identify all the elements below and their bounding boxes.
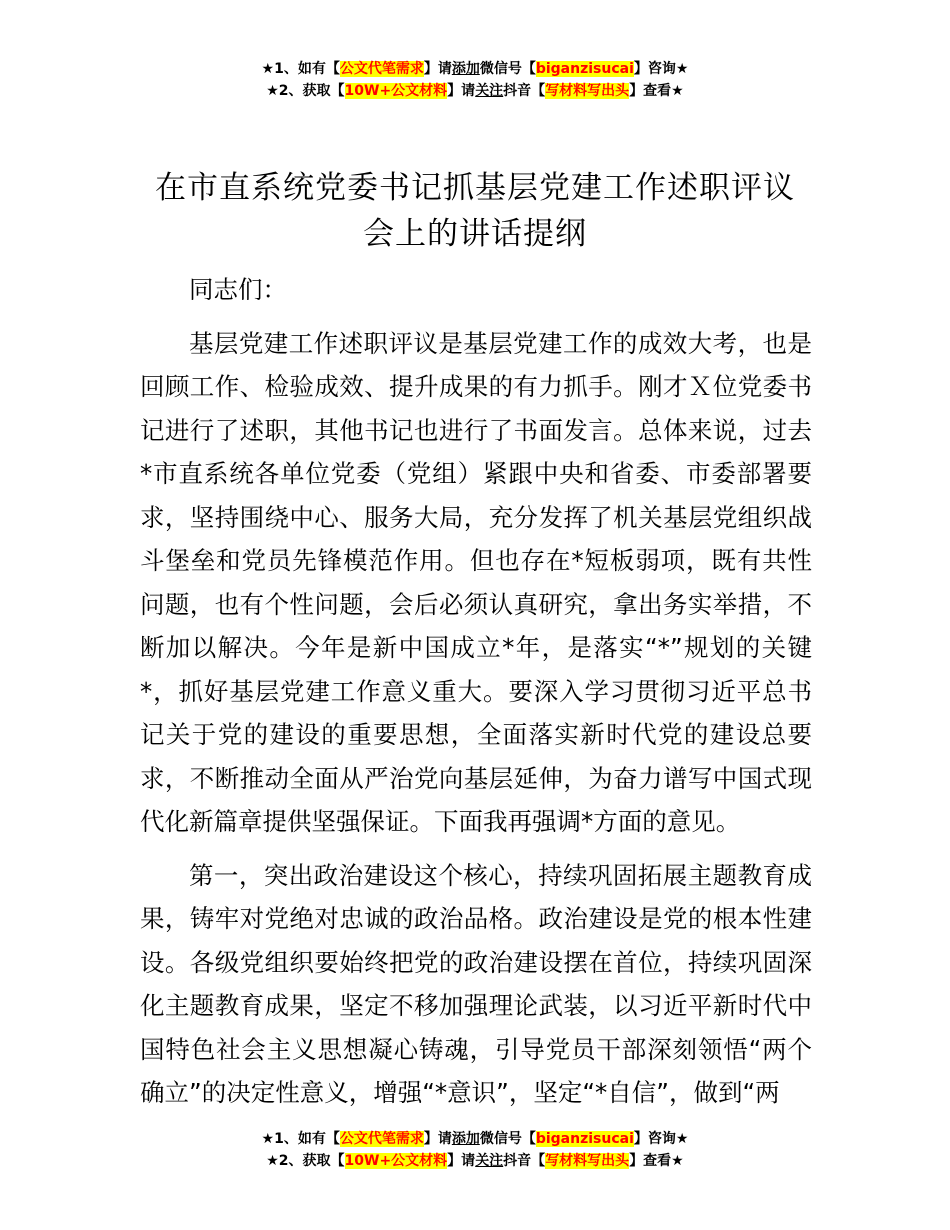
banner-highlight: biganzisucai (535, 61, 634, 77)
banner-line-1 (0, 1128, 950, 1150)
salutation: 同志们： (189, 275, 287, 304)
banner-text: ★1、如有【 (261, 61, 340, 77)
title-line-2: 会上的讲话提纲 (363, 216, 587, 252)
banner-text: 】咨询★ (633, 1131, 689, 1147)
body-paragraph: 基层党建工作述职评议是基层党建工作的成效大考，也是回顾工作、检验成效、提升成果的有力抓手。刚才Ｘ位党委书记进行了述职，其他书记也进行了书面发言。总体来说，过去*市直系统各单位党委（党组）紧跟中央和省委、市委部署要求，坚持围绕中心、服务大局，充分发挥了机关基层党组织战斗堡垒和党员先锋模范作用。但也存在*短板弱项，既有共性问题，也有个性问题，会后必须认真研究，拿出务实举措，不断加以解决。今年是新中国成立*年，是落实“*”规划的关键*，抓好基层党建工作意义重大。要深入学习贯彻习近平总书记关于党的建设的重要思想，全面落实新时代党的建设总要求，不断推动全面从严治党向基层延伸，为奋力谱写中国式现代化新篇章提供坚强保证。下面我再强调*方面的意见。 (140, 328, 812, 836)
spacer (140, 844, 812, 854)
banner-text: 抖音【 (503, 1153, 546, 1169)
banner-text: 】请 (447, 1153, 476, 1169)
banner-text: ★2、获取【 (266, 83, 345, 99)
banner-highlight: 公文代笔需求 (339, 1131, 424, 1147)
banner-line-2 (0, 1150, 950, 1172)
banner-text: 】请 (423, 61, 452, 77)
footer-banner (0, 1128, 950, 1172)
banner-highlight: 写材料写出头 (545, 83, 630, 99)
banner-line-2 (0, 80, 950, 102)
banner-text: ★2、获取【 (266, 1153, 345, 1169)
banner-underlined-text: 关注 (475, 1153, 504, 1169)
banner-highlight: 公文代笔需求 (339, 61, 424, 77)
banner-text: 】咨询★ (633, 61, 689, 77)
spacer (140, 312, 812, 322)
document-title (140, 165, 810, 257)
banner-text: 微信号【 (479, 1131, 536, 1147)
document-body (140, 268, 812, 1115)
banner-text: 】查看★ (629, 83, 684, 99)
banner-underlined-text: 关注 (475, 83, 504, 99)
title-line-1: 在市直系统党委书记抓基层党建工作述职评议 (155, 170, 795, 206)
banner-underlined-text: 添加 (451, 1131, 480, 1147)
banner-highlight: 10W+公文材料 (344, 83, 448, 99)
banner-highlight: 写材料写出头 (545, 1153, 630, 1169)
body-paragraph: 第一，突出政治建设这个核心，持续巩固拓展主题教育成果，铸牢对党绝对忠诚的政治品格。政治建设是党的根本性建设。各级党组织要始终把党的政治建设摆在首位，持续巩固深化主题教育成果，坚定不移加强理论武装，以习近平新时代中国特色社会主义思想凝心铸魂，引导党员干部深刻领悟“两个确立”的决定性意义，增强“*意识”，坚定“*自信”，做到“两 (140, 860, 812, 1107)
banner-text: 抖音【 (503, 83, 546, 99)
header-banner (0, 58, 950, 102)
banner-underlined-text: 添加 (451, 61, 480, 77)
banner-line-1 (0, 58, 950, 80)
banner-text: 】请 (423, 1131, 452, 1147)
banner-text: ★1、如有【 (261, 1131, 340, 1147)
banner-highlight: 10W+公文材料 (344, 1153, 448, 1169)
banner-text: 】查看★ (629, 1153, 684, 1169)
banner-text: 】请 (447, 83, 476, 99)
banner-text: 微信号【 (479, 61, 536, 77)
banner-highlight: biganzisucai (535, 1131, 634, 1147)
